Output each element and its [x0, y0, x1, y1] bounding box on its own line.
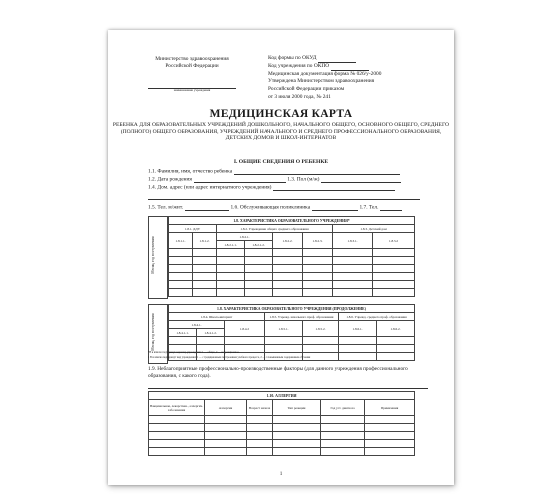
allergy-col-diagnosis-year: Год уст. диагноза — [321, 400, 365, 416]
medical-card-page — [108, 30, 454, 485]
table1-col-1822: 1.8.2.2. — [273, 233, 303, 249]
allergy-col-notes: Примечания — [365, 400, 415, 416]
table-allergy — [148, 391, 415, 456]
table1-col-181: 1.8.1.1. — [169, 233, 193, 249]
approved-line-1: Утверждена Министерством здравоохранения — [268, 78, 375, 85]
document-title: МЕДИЦИНСКАЯ КАРТА — [209, 108, 353, 120]
table2-group-secondary-prof: 1.8.6. Учрежд. среднего проф. образования — [339, 313, 415, 321]
address-line-2 — [148, 199, 420, 200]
ministry-name: Министерство здравоохранения Российской Федерации — [155, 56, 229, 69]
table2-group-primary-prof: 1.8.5. Учрежд. начального проф. образования — [265, 313, 339, 321]
table2-side-label: Месяц, год поступления — [151, 313, 155, 351]
table2-col-1852: 1.8.5.2. — [303, 321, 339, 337]
page-number: 1 — [279, 471, 283, 477]
table1-group-orphanage: 1.8.3. Детский дом — [333, 225, 415, 233]
allergy-col-reaction: Тип реакции — [273, 400, 321, 416]
allergy-header: 1.10. АЛЛЕРГИЯ — [149, 392, 415, 400]
table2-col-18412: 1.8.4.1.2. — [197, 329, 225, 337]
table1-col-1832: 1.8.3.2 — [373, 233, 415, 249]
allergy-col-age: Возраст начала — [247, 400, 273, 416]
form-codes-block — [268, 55, 448, 102]
institution-caption: наименование учреждения — [173, 88, 211, 92]
allergy-col-type: Вакцинальная, лекарствен., аллергич. заболевания — [149, 400, 205, 416]
table1-col-18211: 1.8.2.1.1. — [217, 241, 245, 249]
table1-group-ddu: 1.8.1. ДДУ — [169, 225, 217, 233]
field-home-address: 1.4. Дом. адрес (или адрес интернатного учреждения) — [148, 185, 395, 191]
table2-group-boarding: 1.8.4. Школа-интернат — [169, 313, 265, 321]
document-subtitle: РЕБЕНКА ДЛЯ ОБРАЗОВАТЕЛЬНЫХ УЧРЕЖДЕНИЙ ДОШКОЛЬНОГО, НАЧАЛЬНОГО ОБЩЕГО, ОСНОВНОГО ОБЩЕГО, СРЕДНЕГО (ПОЛНОГО) ОБЩЕГО ОБРАЗОВАНИЯ, УЧРЕЖДЕНИЙ НАЧАЛЬНОГО И СРЕДНЕГО ПРОФЕССИОНАЛЬНОГО ОБРАЗОВАНИЯ, ДЕТСКИХ ДОМОВ И ШКОЛ-ИНТЕРНАТОВ — [112, 122, 450, 142]
table2-col-1842: 1.8.4.2 — [225, 321, 265, 337]
okpo-label: Код учреждения по ОКПО — [268, 62, 330, 69]
field-occupational-factors: 1.9. Неблагоприятные профессионально-производственные факторы (для данного учреждения профессионального образования, с какого года). — [148, 366, 408, 379]
table2-col-1841: 1.8.4.1. — [169, 321, 225, 329]
field-phones-clinic: 1.5. Тел. м/жит. 1.6. Обслуживающая поликлиника 1.7. Тел. — [148, 205, 402, 211]
table-education-institution — [168, 216, 415, 297]
table1-col-182: 1.8.1.2. — [193, 233, 217, 249]
footnote-1: *В и вписка подчеркнут характер учреждения: 1 — общее, 2 — коррекционное. — [148, 351, 240, 354]
table2-header: 1.8. ХАРАКТЕРИСТИКА ОБРАЗОВАТЕЛЬНОГО УЧРЕЖДЕНИЯ (ПРОДОЛЖЕНИЕ) — [169, 305, 415, 313]
table2-col-1861: 1.8.6.1. — [339, 321, 377, 337]
field-birth-date-sex: 1.2. Дата рождения 1.3. Пол (м/ж) — [148, 177, 401, 183]
table1-col-1823: 1.8.2.3. — [303, 233, 333, 249]
table1-group-school: 1.8.2. Учреждение общего среднего образования — [217, 225, 333, 233]
footnote-2: 1 В и вписка подчеркнут вид учреждения: 1 — с традиционным построением учебного процесса, 2 — с повышенным содержанием обучения — [148, 356, 311, 359]
table2-col-18411: 1.8.4.1.1. — [169, 329, 197, 337]
form-name: Медицинская документация форма № 026/у-2000 — [268, 70, 382, 77]
field-full-name: 1.1. Фамилия, имя, отчество ребенка — [148, 169, 400, 175]
table2-col-1851: 1.8.5.1. — [265, 321, 303, 337]
section-1-heading: I. ОБЩИЕ СВЕДЕНИЯ О РЕБЕНКЕ — [233, 159, 329, 165]
approved-line-2: Российской Федерации приказом — [268, 86, 345, 93]
okud-label: Код формы по ОКУД — [268, 55, 317, 61]
table2-col-1862: 1.8.6.2. — [377, 321, 415, 337]
table1-col-18212: 1.8.2.1.2. — [245, 241, 273, 249]
occupational-line — [148, 388, 428, 389]
table1-header: 1.8. ХАРАКТЕРИСТИКА ОБРАЗОВАТЕЛЬНОГО УЧРЕЖДЕНИЯ* — [169, 217, 415, 225]
approved-line-3: от 3 июля 2000 года, № 241 — [268, 94, 331, 101]
allergy-col-allergy: Аллергия — [205, 400, 247, 416]
table1-col-1821: 1.8.2.1. — [217, 233, 273, 241]
table1-side-label: Месяц, год поступления — [151, 236, 155, 274]
table1-col-1831: 1.8.3.1. — [333, 233, 373, 249]
